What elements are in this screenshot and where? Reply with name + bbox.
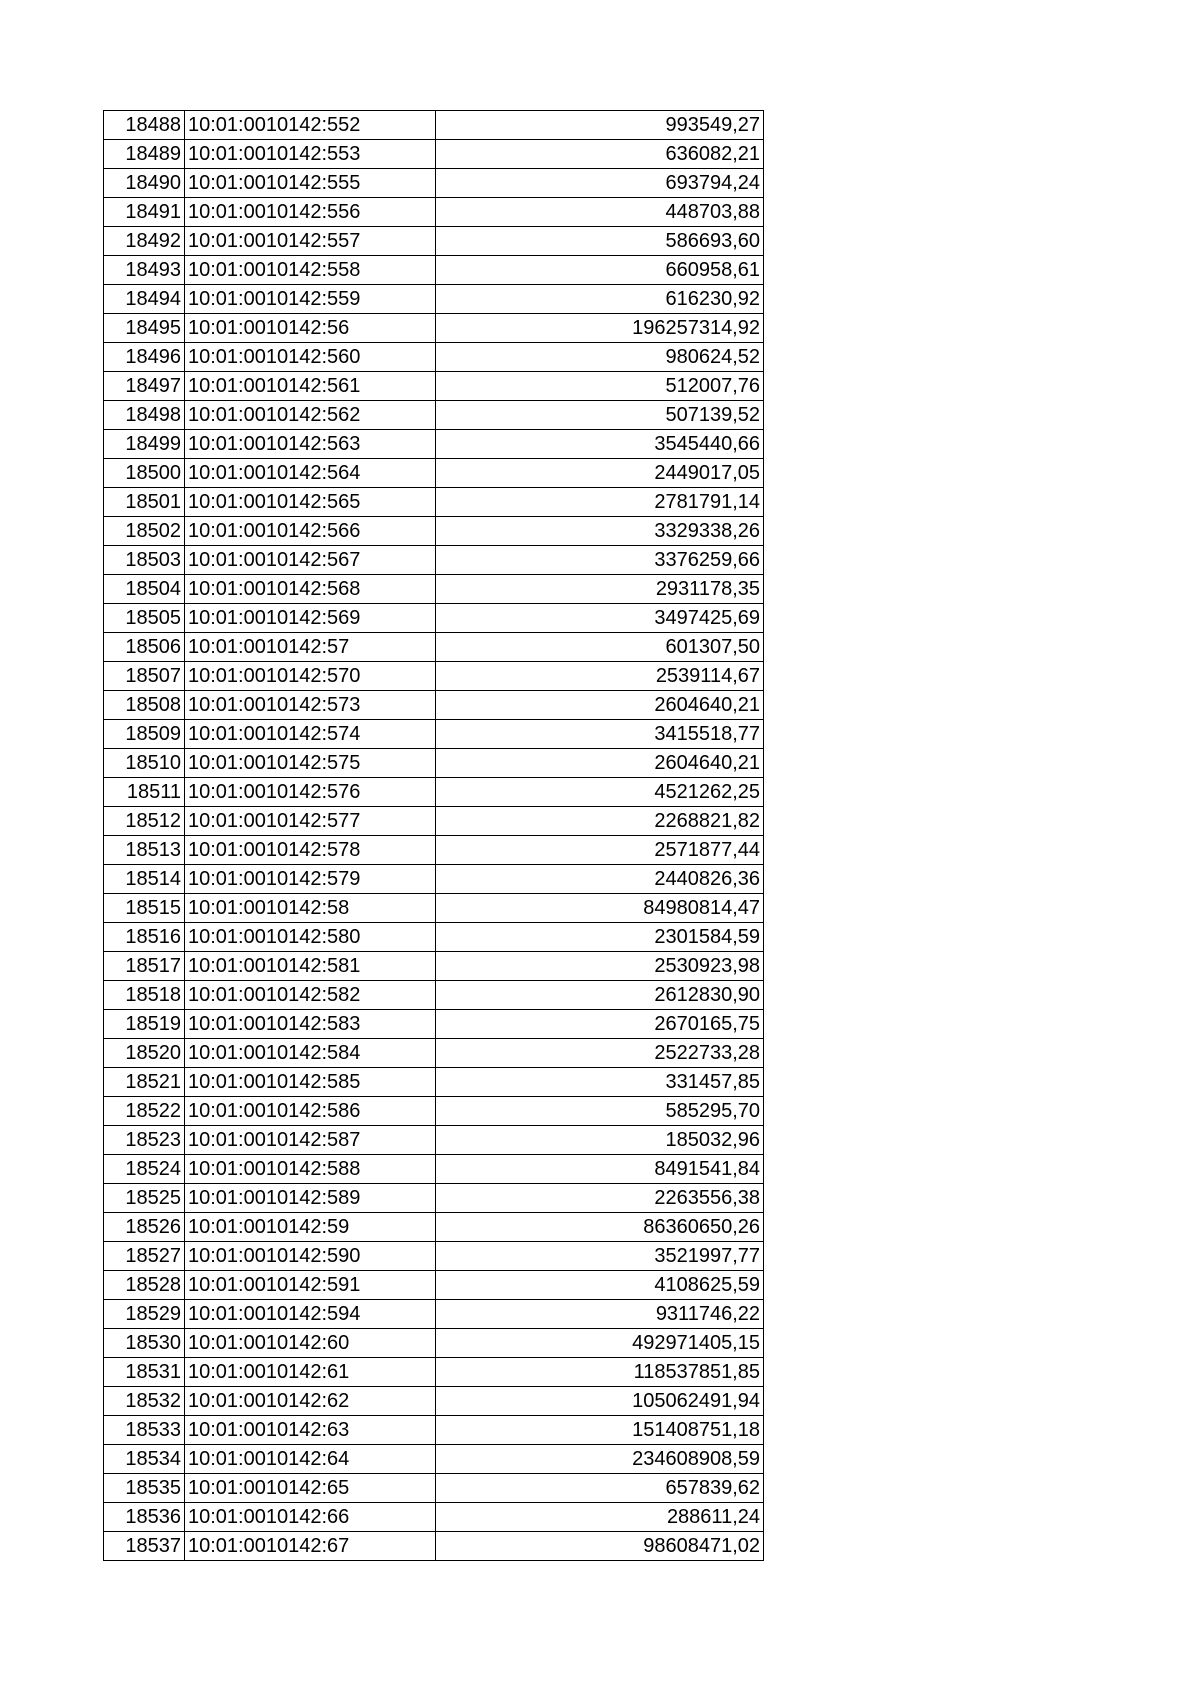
row-number-cell: 18510 <box>104 749 185 778</box>
cadastral-number-cell: 10:01:0010142:63 <box>185 1416 436 1445</box>
row-number-cell: 18531 <box>104 1358 185 1387</box>
cadastral-number-cell: 10:01:0010142:67 <box>185 1532 436 1561</box>
cadastral-number-cell: 10:01:0010142:574 <box>185 720 436 749</box>
cadastral-number-cell: 10:01:0010142:568 <box>185 575 436 604</box>
cadastral-value-cell: 2301584,59 <box>436 923 764 952</box>
cadastral-value-cell: 2449017,05 <box>436 459 764 488</box>
table-row <box>104 227 764 256</box>
row-number-cell: 18523 <box>104 1126 185 1155</box>
cadastral-value-cell: 601307,50 <box>436 633 764 662</box>
table-row <box>104 1503 764 1532</box>
table-row <box>104 1445 764 1474</box>
cadastral-value-cell: 2440826,36 <box>436 865 764 894</box>
cadastral-number-cell: 10:01:0010142:560 <box>185 343 436 372</box>
row-number-cell: 18489 <box>104 140 185 169</box>
cadastral-number-cell: 10:01:0010142:570 <box>185 662 436 691</box>
cadastral-number-cell: 10:01:0010142:60 <box>185 1329 436 1358</box>
cadastral-number-cell: 10:01:0010142:553 <box>185 140 436 169</box>
table-row <box>104 1271 764 1300</box>
table-row <box>104 1474 764 1503</box>
row-number-cell: 18497 <box>104 372 185 401</box>
cadastral-number-cell: 10:01:0010142:589 <box>185 1184 436 1213</box>
cadastral-number-cell: 10:01:0010142:573 <box>185 691 436 720</box>
table-row <box>104 575 764 604</box>
row-number-cell: 18513 <box>104 836 185 865</box>
table-row <box>104 662 764 691</box>
cadastral-value-cell: 331457,85 <box>436 1068 764 1097</box>
row-number-cell: 18529 <box>104 1300 185 1329</box>
row-number-cell: 18508 <box>104 691 185 720</box>
cadastral-number-cell: 10:01:0010142:584 <box>185 1039 436 1068</box>
cadastral-value-cell: 660958,61 <box>436 256 764 285</box>
row-number-cell: 18520 <box>104 1039 185 1068</box>
table-row <box>104 604 764 633</box>
table-row <box>104 430 764 459</box>
table-row <box>104 401 764 430</box>
cadastral-number-cell: 10:01:0010142:577 <box>185 807 436 836</box>
cadastral-value-cell: 2604640,21 <box>436 749 764 778</box>
row-number-cell: 18500 <box>104 459 185 488</box>
cadastral-number-cell: 10:01:0010142:586 <box>185 1097 436 1126</box>
cadastral-number-cell: 10:01:0010142:581 <box>185 952 436 981</box>
row-number-cell: 18505 <box>104 604 185 633</box>
row-number-cell: 18517 <box>104 952 185 981</box>
table-row <box>104 459 764 488</box>
cadastral-value-cell: 118537851,85 <box>436 1358 764 1387</box>
row-number-cell: 18525 <box>104 1184 185 1213</box>
cadastral-value-cell: 3415518,77 <box>436 720 764 749</box>
cadastral-value-cell: 507139,52 <box>436 401 764 430</box>
cadastral-number-cell: 10:01:0010142:587 <box>185 1126 436 1155</box>
cadastral-value-cell: 4521262,25 <box>436 778 764 807</box>
cadastral-number-cell: 10:01:0010142:594 <box>185 1300 436 1329</box>
cadastral-value-cell: 585295,70 <box>436 1097 764 1126</box>
table-row <box>104 720 764 749</box>
cadastral-number-cell: 10:01:0010142:566 <box>185 517 436 546</box>
table-row <box>104 1532 764 1561</box>
cadastral-number-cell: 10:01:0010142:591 <box>185 1271 436 1300</box>
table-row <box>104 1184 764 1213</box>
cadastral-value-cell: 2522733,28 <box>436 1039 764 1068</box>
table-row <box>104 778 764 807</box>
row-number-cell: 18534 <box>104 1445 185 1474</box>
cadastral-number-cell: 10:01:0010142:557 <box>185 227 436 256</box>
table-row <box>104 198 764 227</box>
cadastral-value-cell: 3497425,69 <box>436 604 764 633</box>
table-row <box>104 111 764 140</box>
cadastral-number-cell: 10:01:0010142:585 <box>185 1068 436 1097</box>
row-number-cell: 18498 <box>104 401 185 430</box>
cadastral-value-cell: 2931178,35 <box>436 575 764 604</box>
cadastral-number-cell: 10:01:0010142:56 <box>185 314 436 343</box>
cadastral-value-cell: 2268821,82 <box>436 807 764 836</box>
table-row <box>104 169 764 198</box>
table-row <box>104 981 764 1010</box>
table-row <box>104 1010 764 1039</box>
cadastral-value-cell: 86360650,26 <box>436 1213 764 1242</box>
table-row <box>104 517 764 546</box>
row-number-cell: 18490 <box>104 169 185 198</box>
cadastral-value-table <box>103 110 764 1561</box>
row-number-cell: 18519 <box>104 1010 185 1039</box>
row-number-cell: 18493 <box>104 256 185 285</box>
cadastral-number-cell: 10:01:0010142:579 <box>185 865 436 894</box>
cadastral-value-cell: 492971405,15 <box>436 1329 764 1358</box>
cadastral-value-cell: 2263556,38 <box>436 1184 764 1213</box>
cadastral-number-cell: 10:01:0010142:565 <box>185 488 436 517</box>
table-row <box>104 1155 764 1184</box>
table-row <box>104 865 764 894</box>
cadastral-number-cell: 10:01:0010142:57 <box>185 633 436 662</box>
cadastral-value-cell: 3329338,26 <box>436 517 764 546</box>
cadastral-value-cell: 2539114,67 <box>436 662 764 691</box>
cadastral-value-cell: 2781791,14 <box>436 488 764 517</box>
cadastral-value-cell: 3545440,66 <box>436 430 764 459</box>
table-row <box>104 1213 764 1242</box>
table-row <box>104 749 764 778</box>
cadastral-number-cell: 10:01:0010142:556 <box>185 198 436 227</box>
table-row <box>104 1068 764 1097</box>
cadastral-value-cell: 234608908,59 <box>436 1445 764 1474</box>
cadastral-value-cell: 512007,76 <box>436 372 764 401</box>
cadastral-value-cell: 980624,52 <box>436 343 764 372</box>
table-body <box>104 111 764 1561</box>
cadastral-value-cell: 8491541,84 <box>436 1155 764 1184</box>
cadastral-value-cell: 288611,24 <box>436 1503 764 1532</box>
table-row <box>104 1329 764 1358</box>
cadastral-number-cell: 10:01:0010142:582 <box>185 981 436 1010</box>
row-number-cell: 18491 <box>104 198 185 227</box>
row-number-cell: 18522 <box>104 1097 185 1126</box>
row-number-cell: 18527 <box>104 1242 185 1271</box>
cadastral-number-cell: 10:01:0010142:580 <box>185 923 436 952</box>
row-number-cell: 18514 <box>104 865 185 894</box>
cadastral-number-cell: 10:01:0010142:583 <box>185 1010 436 1039</box>
cadastral-number-cell: 10:01:0010142:569 <box>185 604 436 633</box>
cadastral-value-cell: 98608471,02 <box>436 1532 764 1561</box>
cadastral-number-cell: 10:01:0010142:575 <box>185 749 436 778</box>
cadastral-value-cell: 185032,96 <box>436 1126 764 1155</box>
row-number-cell: 18501 <box>104 488 185 517</box>
cadastral-value-cell: 448703,88 <box>436 198 764 227</box>
cadastral-value-cell: 586693,60 <box>436 227 764 256</box>
table-row <box>104 546 764 575</box>
cadastral-value-cell: 84980814,47 <box>436 894 764 923</box>
table-row <box>104 923 764 952</box>
cadastral-number-cell: 10:01:0010142:558 <box>185 256 436 285</box>
row-number-cell: 18502 <box>104 517 185 546</box>
table-row <box>104 1358 764 1387</box>
cadastral-number-cell: 10:01:0010142:564 <box>185 459 436 488</box>
table-row <box>104 836 764 865</box>
cadastral-value-cell: 105062491,94 <box>436 1387 764 1416</box>
cadastral-number-cell: 10:01:0010142:567 <box>185 546 436 575</box>
row-number-cell: 18511 <box>104 778 185 807</box>
cadastral-value-cell: 993549,27 <box>436 111 764 140</box>
cadastral-number-cell: 10:01:0010142:588 <box>185 1155 436 1184</box>
cadastral-number-cell: 10:01:0010142:559 <box>185 285 436 314</box>
document-sheet <box>103 110 763 1561</box>
table-row <box>104 1242 764 1271</box>
table-row <box>104 1387 764 1416</box>
table-row <box>104 1300 764 1329</box>
cadastral-value-cell: 151408751,18 <box>436 1416 764 1445</box>
row-number-cell: 18536 <box>104 1503 185 1532</box>
row-number-cell: 18495 <box>104 314 185 343</box>
row-number-cell: 18526 <box>104 1213 185 1242</box>
cadastral-value-cell: 693794,24 <box>436 169 764 198</box>
row-number-cell: 18533 <box>104 1416 185 1445</box>
cadastral-number-cell: 10:01:0010142:563 <box>185 430 436 459</box>
row-number-cell: 18499 <box>104 430 185 459</box>
table-row <box>104 1126 764 1155</box>
table-row <box>104 952 764 981</box>
cadastral-number-cell: 10:01:0010142:562 <box>185 401 436 430</box>
cadastral-number-cell: 10:01:0010142:552 <box>185 111 436 140</box>
cadastral-value-cell: 2571877,44 <box>436 836 764 865</box>
cadastral-number-cell: 10:01:0010142:555 <box>185 169 436 198</box>
cadastral-value-cell: 4108625,59 <box>436 1271 764 1300</box>
table-row <box>104 1416 764 1445</box>
row-number-cell: 18537 <box>104 1532 185 1561</box>
cadastral-value-cell: 2604640,21 <box>436 691 764 720</box>
cadastral-value-cell: 657839,62 <box>436 1474 764 1503</box>
row-number-cell: 18512 <box>104 807 185 836</box>
cadastral-value-cell: 2530923,98 <box>436 952 764 981</box>
cadastral-value-cell: 3376259,66 <box>436 546 764 575</box>
cadastral-value-cell: 196257314,92 <box>436 314 764 343</box>
cadastral-number-cell: 10:01:0010142:59 <box>185 1213 436 1242</box>
cadastral-number-cell: 10:01:0010142:576 <box>185 778 436 807</box>
row-number-cell: 18488 <box>104 111 185 140</box>
cadastral-number-cell: 10:01:0010142:65 <box>185 1474 436 1503</box>
row-number-cell: 18507 <box>104 662 185 691</box>
cadastral-number-cell: 10:01:0010142:62 <box>185 1387 436 1416</box>
cadastral-value-cell: 2670165,75 <box>436 1010 764 1039</box>
cadastral-number-cell: 10:01:0010142:58 <box>185 894 436 923</box>
table-row <box>104 691 764 720</box>
cadastral-value-cell: 636082,21 <box>436 140 764 169</box>
row-number-cell: 18521 <box>104 1068 185 1097</box>
row-number-cell: 18516 <box>104 923 185 952</box>
table-row <box>104 140 764 169</box>
row-number-cell: 18530 <box>104 1329 185 1358</box>
row-number-cell: 18518 <box>104 981 185 1010</box>
cadastral-number-cell: 10:01:0010142:66 <box>185 1503 436 1532</box>
row-number-cell: 18528 <box>104 1271 185 1300</box>
cadastral-number-cell: 10:01:0010142:561 <box>185 372 436 401</box>
table-row <box>104 285 764 314</box>
row-number-cell: 18509 <box>104 720 185 749</box>
table-row <box>104 314 764 343</box>
table-row <box>104 807 764 836</box>
table-row <box>104 633 764 662</box>
cadastral-value-cell: 3521997,77 <box>436 1242 764 1271</box>
row-number-cell: 18535 <box>104 1474 185 1503</box>
row-number-cell: 18496 <box>104 343 185 372</box>
row-number-cell: 18503 <box>104 546 185 575</box>
row-number-cell: 18492 <box>104 227 185 256</box>
cadastral-value-cell: 616230,92 <box>436 285 764 314</box>
cadastral-number-cell: 10:01:0010142:61 <box>185 1358 436 1387</box>
table-row <box>104 1097 764 1126</box>
table-row <box>104 256 764 285</box>
row-number-cell: 18515 <box>104 894 185 923</box>
table-row <box>104 372 764 401</box>
table-row <box>104 894 764 923</box>
cadastral-number-cell: 10:01:0010142:64 <box>185 1445 436 1474</box>
cadastral-number-cell: 10:01:0010142:578 <box>185 836 436 865</box>
row-number-cell: 18504 <box>104 575 185 604</box>
cadastral-value-cell: 2612830,90 <box>436 981 764 1010</box>
row-number-cell: 18494 <box>104 285 185 314</box>
cadastral-number-cell: 10:01:0010142:590 <box>185 1242 436 1271</box>
table-row <box>104 1039 764 1068</box>
cadastral-value-cell: 9311746,22 <box>436 1300 764 1329</box>
row-number-cell: 18524 <box>104 1155 185 1184</box>
table-row <box>104 488 764 517</box>
row-number-cell: 18532 <box>104 1387 185 1416</box>
table-row <box>104 343 764 372</box>
row-number-cell: 18506 <box>104 633 185 662</box>
